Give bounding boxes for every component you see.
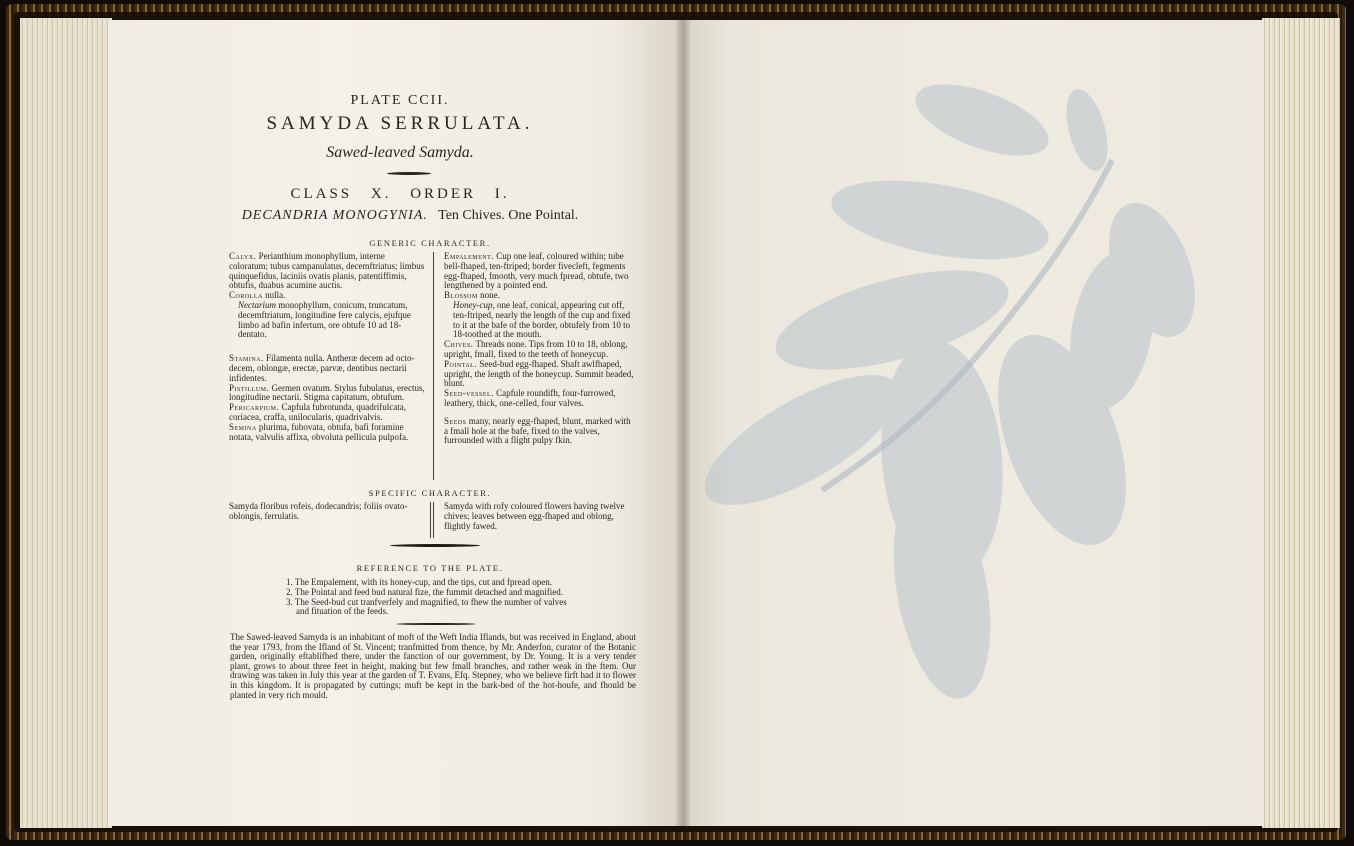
- leaf-shape: [907, 70, 1058, 171]
- class-order: CLASS X. ORDER I.: [290, 186, 510, 202]
- pistillum-text: Germen ovatum. Stylus fubulatus, erectus, longitudine nectarii. Stigma capitatum, obtufum.: [229, 382, 425, 403]
- book-gutter: [676, 20, 690, 826]
- ornament-rule: [387, 172, 431, 175]
- specific-character-heading: SPECIFIC CHARACTER.: [368, 488, 492, 498]
- flower-bud: [1059, 85, 1116, 175]
- specific-english: Samyda with rofy coloured flowers having twelve chives; leaves between egg-fhaped and oblong, flightly fawed.: [444, 501, 625, 531]
- common-name: Sawed-leaved Samyda.: [326, 144, 474, 161]
- section-rule: [390, 544, 480, 547]
- leaf-shape: [826, 166, 1055, 273]
- empalement-text: Cup one leaf, coloured within; tube bell-fhaped, ten-ftriped; border fivecleft, fegments egg-fhaped, fmooth, very much fpread, obtufe, two lengthened by a pointed end.: [444, 251, 629, 291]
- decandria-latin: DECANDRIA MONOGYNIA.: [241, 208, 428, 223]
- empalement-label: Empalement.: [444, 251, 495, 261]
- stamina-label: Stamina.: [229, 353, 264, 364]
- pistillum-label: Pistillum.: [229, 382, 270, 393]
- linnaean-classification: [190, 208, 630, 224]
- section-rule: [396, 623, 476, 625]
- pericarpium-text: Capfula fubrotunda, quadrifulcata, coriacea, craffa, unilocularis, quadrivalvis.: [229, 402, 406, 422]
- reference-list: [286, 578, 646, 617]
- leaf-shape: [766, 250, 1019, 389]
- semina-label: Semina: [229, 421, 257, 432]
- pointal-label: Pointal.: [444, 358, 478, 369]
- reference-item: 3. The Seed-bud cut tranfverfely and magnified, to fhew the number of valves: [286, 596, 567, 607]
- seeds-label: Seeds: [444, 415, 467, 426]
- generic-character-heading: GENERIC CHARACTER.: [369, 238, 491, 248]
- pericarpium-label: Pericarpium.: [229, 402, 280, 413]
- body-paragraph: The Sawed-leaved Samyda is an inhabitant of moft of the Weft India Iflands, but was received in England, about the year 1793, from the Ifland of St. Vincent; tranfmitted from thence, by Mr. Anderfon, curator of the Botanic garden, originally eftablifhed there, under the fanction of our government, by Dr. Young. It is a very tender plant, grows to about three feet in height, making but few fmall branches, and rather weak in the ftem. Our drawing was taken in July this year at the garden of T. Evans, Efq. Stepney, who we believe firft had it to flower in this kingdom. It is propagated by cuttings; muft be kept in the bark-bed of the hot-houfe, and fhould be planted in very rich mould.: [230, 632, 636, 700]
- corolla-label: Corolla: [229, 290, 263, 301]
- column-divider: [430, 502, 431, 538]
- seedvessel-text: Capfule roundifh, four-furrowed, leathery, thick, one-celled, four valves.: [444, 388, 616, 408]
- pointal-text: Seed-bud egg-fhaped. Shaft awlfhaped, upright, the length of the honeycup. Summit headed, blunt.: [444, 358, 634, 389]
- calyx-text: Perianthium monophyllum, interne coloratum; tubus campanulatus, decemftriatus; limbus quinquefidus, laciniis ovatis planis, patentiffimis, obtufis, duabus acumine auctis.: [229, 251, 425, 291]
- corolla-text: nulla.: [265, 290, 286, 301]
- honeycup-label: Honey-cup,: [453, 299, 495, 310]
- nectarium-label: Nectarium: [238, 299, 276, 310]
- reference-item: 2. The Pointal and feed bud natural fize, the fummit detached and magnified.: [286, 586, 563, 597]
- chives-text: Threads none. Tips from 10 to 18, oblong, upright, fmall, fixed to the teeth of honeycup.: [444, 339, 628, 359]
- calyx-label: Calyx.: [229, 251, 257, 261]
- generic-latin-column: [229, 252, 426, 442]
- reference-item: 1. The Empalement, with its honey-cup, and the tips, cut and fpread open.: [286, 577, 553, 587]
- seeds-text: many, nearly egg-fhaped, blunt, marked with a fmall hole at the bafe, fixed to the valves, furrounded with a flight pulpy fkin.: [444, 415, 631, 446]
- plate-number: PLATE CCII.: [350, 93, 450, 108]
- generic-english-column: [444, 252, 636, 446]
- blossom-text: none.: [480, 290, 500, 301]
- reference-item: and fituation of the feeds.: [296, 606, 389, 617]
- blossom-label: Blossom: [444, 290, 478, 301]
- plant-illustration-bleedthrough: [682, 20, 1264, 826]
- column-divider: [433, 252, 434, 480]
- reference-heading: REFERENCE TO THE PLATE.: [356, 563, 504, 573]
- honeycup-text: one leaf, conical, appearing cut off, ten-ftriped, nearly the length of the cup and fixed to it at the bafe of the border, obtufely from 10 to 18-toothed at the mouth.: [453, 299, 631, 340]
- specific-latin: Samyda floribus rofeis, dodecandris; foliis ovato-oblongis, ferrulatis.: [229, 501, 408, 521]
- seedvessel-label: Seed-vessel.: [444, 388, 494, 399]
- decandria-english: Ten Chives. One Pointal.: [438, 208, 579, 223]
- left-page-edges: [20, 18, 112, 828]
- stamina-text: Filamenta nulla. Antheræ decem ad octo-decem, oblongæ, erectæ, parvæ, dentibus nectarii infidentes.: [229, 353, 415, 383]
- chives-label: Chives.: [444, 339, 474, 350]
- column-divider: [433, 502, 434, 538]
- species-title: SAMYDA SERRULATA.: [266, 113, 534, 134]
- right-page-edges: [1262, 18, 1340, 828]
- nectarium-text: monophyllum, conicum, truncatum, decemftriatum, longitudine fere calycis, ejufque limbo ad bafin infertum, ore obtufe 10 ad 18-dentato.: [238, 299, 411, 340]
- semina-text: plurima, fubovata, obtufa, bafi foramine notata, valvulis affixa, obvoluta pellicula pulpofa.: [229, 421, 409, 442]
